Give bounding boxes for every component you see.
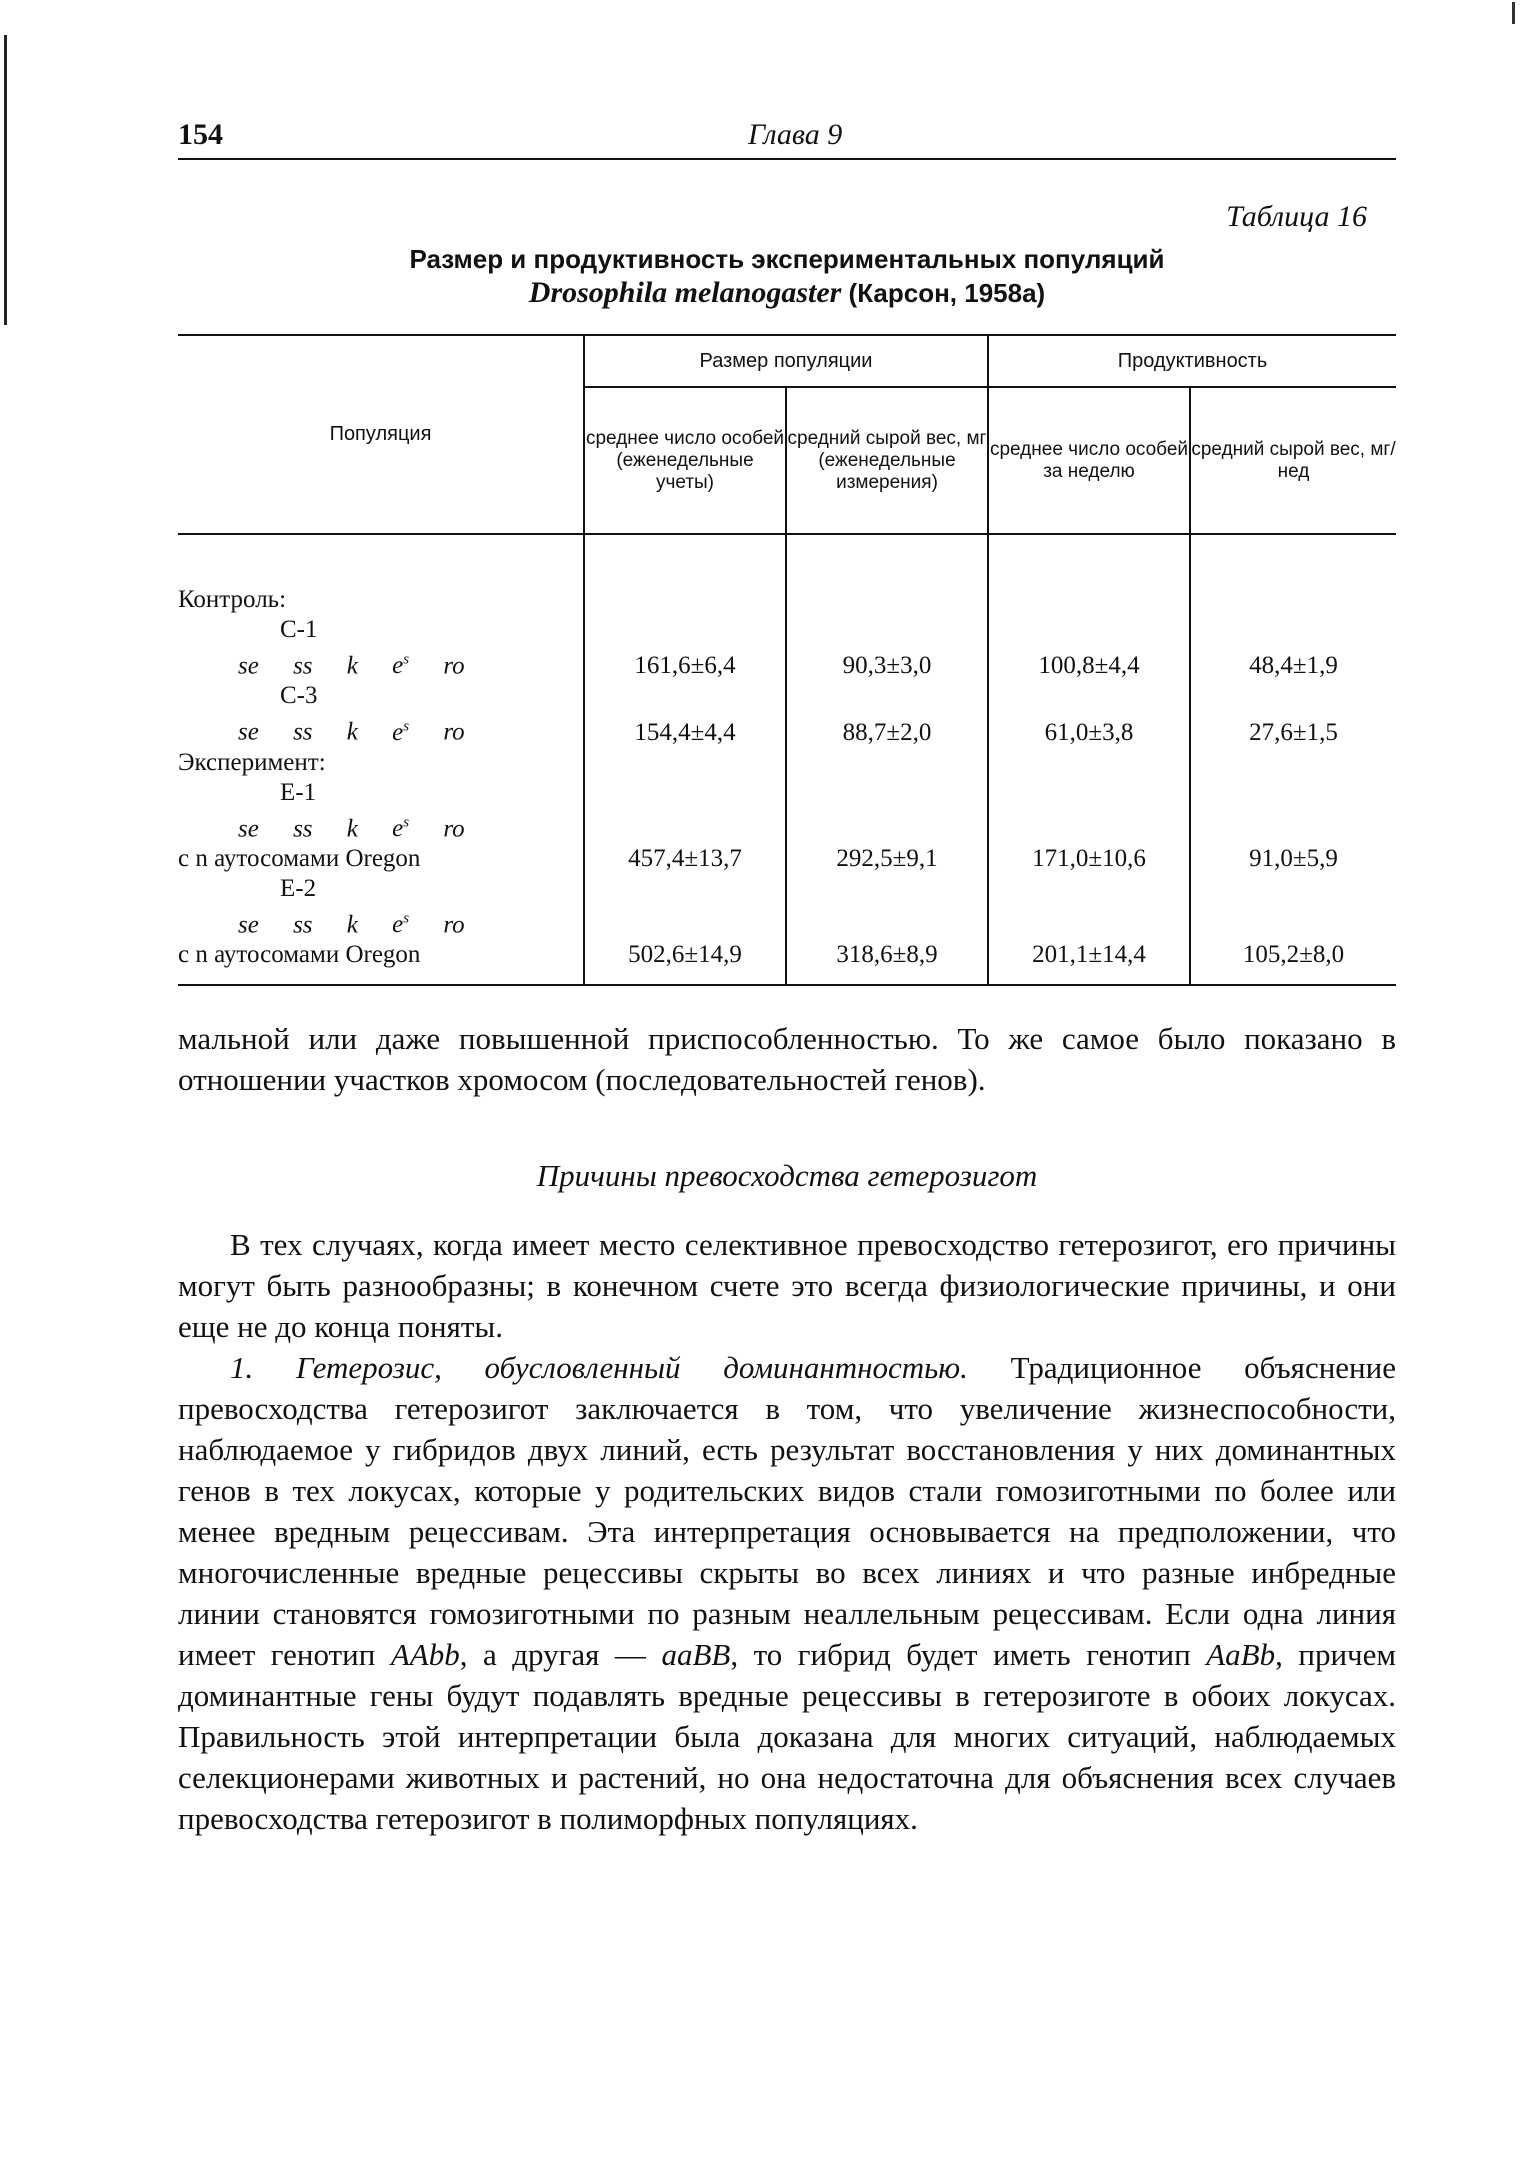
table-title-line2 xyxy=(178,276,1396,310)
table-label: Таблица 16 xyxy=(1226,200,1367,233)
population-name: С-1 xyxy=(280,616,318,643)
table-row xyxy=(178,940,1396,985)
table-row xyxy=(178,874,1396,904)
cell-weekly-weight: 91,0±5,9 xyxy=(1190,844,1396,874)
table-row xyxy=(178,645,1396,681)
table-row xyxy=(178,844,1396,874)
table-source: (Карсон, 1958а) xyxy=(841,278,1046,308)
table-row xyxy=(178,615,1396,645)
cell-mean-count: 457,4±13,7 xyxy=(584,844,786,874)
genotype-formula: AaBb xyxy=(1206,1637,1276,1672)
col-header-population: Популяция xyxy=(178,335,584,534)
table-title-line1: Размер и продуктивность экспериментальных популяций xyxy=(409,244,1165,274)
table-row xyxy=(178,904,1396,940)
table-row xyxy=(178,681,1396,711)
population-name: Е-1 xyxy=(280,778,317,806)
running-head xyxy=(178,118,1396,160)
paragraph: 1. Гетерозис, обусловленный доминантностью. Традиционное объяснение превосходства гетерозигот заключается в том, что увеличение жизнеспособности, наблюдаемое у гибридов двух линий, есть результат восстановления у них доминантных генов в тех локусах, которые у родительских видов стали гомозиготными по более или менее вредным рецессивам. Эта интерпретация основывается на предположении, что многочисленные вредные рецессивы скрыты во всех линиях и что разные инбредные линии становятся гомозиготными по разным неаллельным рецессивам. Если одна линия имеет генотип AAbb, а другая — aaBB, то гибрид будет иметь генотип AaBb, причем доминантные гены будут подавлять вредные рецессивы в гетерозиготе в обоих локусах. Правильность этой интерпретации была доказана для многих ситуаций, наблюдаемых селекционерами животных и растений, но она недостаточна для объяснения всех случаев превосходства гетерозигот в полиморфных популяциях. xyxy=(178,1350,1397,1836)
cell-mean-count: 502,6±14,9 xyxy=(584,940,786,985)
species-name: Drosophila melanogaster xyxy=(528,276,842,309)
chapter-title: Глава 9 xyxy=(748,118,843,151)
col-header-mean-count: среднее число особей (еженедельные учеты) xyxy=(584,387,786,534)
col-header-mean-weight: средний сырой вес, мг (еженедельные измерения) xyxy=(786,387,988,534)
paragraph-lead: 1. Гетерозис, обусловленный доминантностью. xyxy=(230,1350,968,1385)
cell-mean-weight: 90,3±3,0 xyxy=(786,645,988,681)
cell-mean-count: 154,4±4,4 xyxy=(584,711,786,747)
paragraph: В тех случаях, когда имеет место селективное превосходство гетерозигот, его причины могут быть разнообразны; в конечном счете это всегда физиологические причины, и они еще не до конца поняты. xyxy=(178,1227,1396,1344)
scan-mark-artifact xyxy=(1512,2,1515,24)
col-header-weekly-weight: средний сырой вес, мг/нед xyxy=(1190,387,1396,534)
data-table xyxy=(178,334,1396,986)
genotype: se ss k $e^s$ ro xyxy=(238,910,465,939)
cell-mean-weight: 88,7±2,0 xyxy=(786,711,988,747)
cell-weekly-count: 201,1±14,4 xyxy=(988,940,1190,985)
scan-edge-artifact xyxy=(4,35,7,325)
table-title xyxy=(178,242,1396,310)
cell-weekly-weight: 48,4±1,9 xyxy=(1190,645,1396,681)
cell-mean-weight: 292,5±9,1 xyxy=(786,844,988,874)
continuation-paragraph: мальной или даже повышенной приспособленностью. То же самое было показано в отношении участков хромосом (последовательностей генов). xyxy=(178,1021,1396,1097)
genotype-formula: AAbb xyxy=(390,1637,460,1672)
group-header-size: Размер популяции xyxy=(584,335,988,387)
col-header-weekly-count: среднее число особей за неделю xyxy=(988,387,1190,534)
population-note: с n аутосомами Oregon xyxy=(178,940,584,985)
table-row xyxy=(178,711,1396,747)
population-note: с n аутосомами Oregon xyxy=(178,844,421,872)
cell-mean-weight: 318,6±8,9 xyxy=(786,940,988,985)
table-row xyxy=(178,778,1396,808)
group-label: Эксперимент: xyxy=(178,748,326,776)
page-number: 154 xyxy=(178,118,223,151)
group-header-productivity: Продуктивность xyxy=(988,335,1396,387)
genotype: se ss k $e^s$ ro xyxy=(238,814,465,842)
section-heading: Причины превосходства гетерозигот xyxy=(536,1158,1038,1193)
population-name: Е-2 xyxy=(280,874,317,902)
cell-weekly-weight: 105,2±8,0 xyxy=(1190,940,1396,985)
body-text xyxy=(178,1018,1396,1839)
cell-weekly-count: 171,0±10,6 xyxy=(988,844,1190,874)
cell-mean-count: 161,6±6,4 xyxy=(584,645,786,681)
group-label: Контроль: xyxy=(178,586,287,613)
genotype: se ss k $e^s$ ro xyxy=(238,652,465,680)
cell-weekly-count: 100,8±4,4 xyxy=(988,645,1190,681)
table-row-group-experiment xyxy=(178,748,1396,778)
genotype: se ss k $e^s$ ro xyxy=(238,718,465,746)
cell-weekly-count: 61,0±3,8 xyxy=(988,711,1190,747)
table-row xyxy=(178,808,1396,844)
cell-weekly-weight: 27,6±1,5 xyxy=(1190,711,1396,747)
genotype-formula: aaBB xyxy=(661,1637,731,1672)
population-name: С-3 xyxy=(280,682,318,710)
table-row-group-control xyxy=(178,534,1396,615)
